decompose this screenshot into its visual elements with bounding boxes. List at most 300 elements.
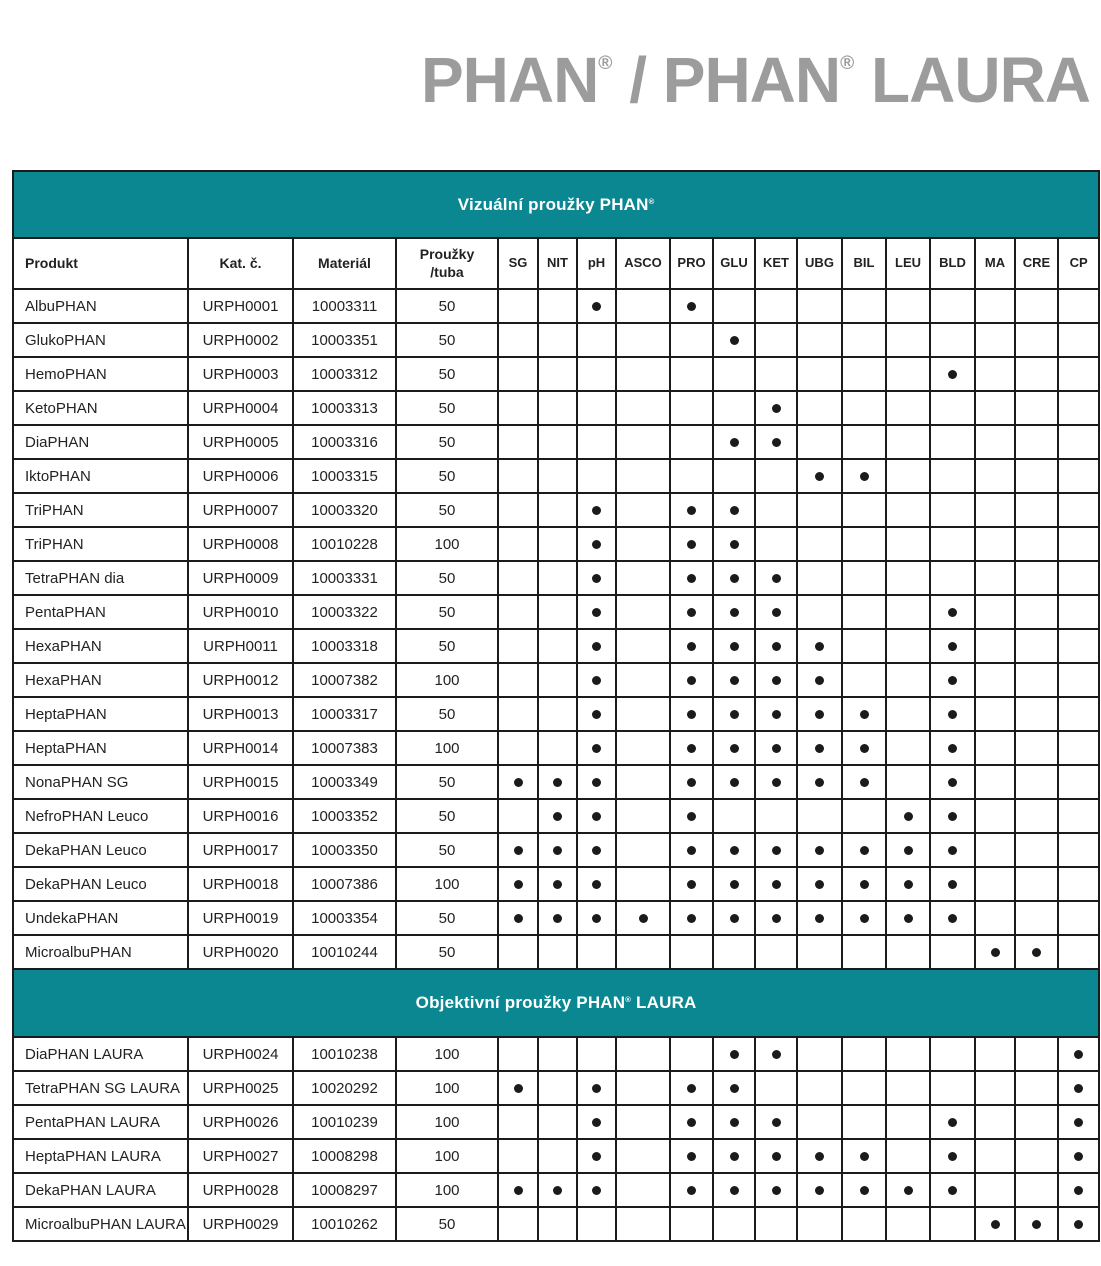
param-cell-glu xyxy=(713,867,755,901)
material-number-cell: 10007386 xyxy=(293,867,396,901)
param-cell-cre xyxy=(1015,1037,1058,1071)
param-cell-cre xyxy=(1015,357,1058,391)
param-cell-cre xyxy=(1015,935,1058,969)
param-cell-asco xyxy=(616,901,670,935)
param-cell-ph xyxy=(577,935,616,969)
param-cell-ket xyxy=(755,833,797,867)
product-name-cell: DiaPHAN LAURA xyxy=(13,1037,188,1071)
param-cell-ma xyxy=(975,561,1015,595)
dot-marker-icon xyxy=(687,574,696,583)
catalog-number-cell: URPH0019 xyxy=(188,901,293,935)
dot-marker-icon xyxy=(514,914,523,923)
table-row xyxy=(13,1207,1099,1241)
param-cell-nit xyxy=(538,323,577,357)
product-name-cell: HeptaPHAN xyxy=(13,697,188,731)
param-cell-ma xyxy=(975,731,1015,765)
param-cell-ubg xyxy=(797,901,842,935)
param-cell-cp xyxy=(1058,901,1099,935)
param-cell-ubg xyxy=(797,731,842,765)
dot-marker-icon xyxy=(772,438,781,447)
table-row xyxy=(13,799,1099,833)
dot-marker-icon xyxy=(592,1084,601,1093)
product-name-cell: IktoPHAN xyxy=(13,459,188,493)
param-cell-pro xyxy=(670,697,713,731)
param-cell-ph xyxy=(577,1037,616,1071)
param-cell-pro xyxy=(670,765,713,799)
param-cell-pro xyxy=(670,493,713,527)
strips-per-tube-cell: 100 xyxy=(396,663,498,697)
material-number-cell: 10003315 xyxy=(293,459,396,493)
dot-marker-icon xyxy=(553,846,562,855)
param-cell-glu xyxy=(713,901,755,935)
product-name-cell: HemoPHAN xyxy=(13,357,188,391)
dot-marker-icon xyxy=(553,1186,562,1195)
param-cell-ph xyxy=(577,1173,616,1207)
strips-per-tube-cell: 50 xyxy=(396,595,498,629)
material-number-cell: 10003317 xyxy=(293,697,396,731)
param-cell-ph xyxy=(577,425,616,459)
table-row xyxy=(13,1037,1099,1071)
param-cell-cre xyxy=(1015,1207,1058,1241)
dot-marker-icon xyxy=(948,744,957,753)
strips-per-tube-cell: 50 xyxy=(396,323,498,357)
material-number-cell: 10003320 xyxy=(293,493,396,527)
column-header-cp: CP xyxy=(1058,238,1099,289)
dot-marker-icon xyxy=(772,744,781,753)
param-cell-ph xyxy=(577,1071,616,1105)
dot-marker-icon xyxy=(772,1118,781,1127)
param-cell-ket xyxy=(755,1173,797,1207)
column-header-nit: NIT xyxy=(538,238,577,289)
param-cell-nit xyxy=(538,493,577,527)
param-cell-asco xyxy=(616,731,670,765)
dot-marker-icon xyxy=(772,1186,781,1195)
param-cell-sg xyxy=(498,425,538,459)
param-cell-cre xyxy=(1015,799,1058,833)
param-cell-bld xyxy=(930,459,975,493)
product-name-cell: PentaPHAN LAURA xyxy=(13,1105,188,1139)
param-cell-glu xyxy=(713,289,755,323)
param-cell-leu xyxy=(886,1071,930,1105)
material-number-cell: 10010239 xyxy=(293,1105,396,1139)
param-cell-ph xyxy=(577,357,616,391)
param-cell-bld xyxy=(930,697,975,731)
dot-marker-icon xyxy=(730,914,739,923)
material-number-cell: 10008297 xyxy=(293,1173,396,1207)
param-cell-asco xyxy=(616,867,670,901)
param-cell-leu xyxy=(886,459,930,493)
dot-marker-icon xyxy=(772,642,781,651)
param-cell-bil xyxy=(842,1037,886,1071)
param-cell-cre xyxy=(1015,867,1058,901)
param-cell-ket xyxy=(755,561,797,595)
strips-per-tube-cell: 100 xyxy=(396,1071,498,1105)
param-cell-nit xyxy=(538,901,577,935)
param-cell-asco xyxy=(616,561,670,595)
param-cell-ph xyxy=(577,1139,616,1173)
catalog-number-cell: URPH0010 xyxy=(188,595,293,629)
param-cell-ubg xyxy=(797,1207,842,1241)
dot-marker-icon xyxy=(592,914,601,923)
param-cell-bil xyxy=(842,561,886,595)
param-cell-ubg xyxy=(797,765,842,799)
param-cell-ket xyxy=(755,595,797,629)
param-cell-leu xyxy=(886,663,930,697)
param-cell-ma xyxy=(975,425,1015,459)
material-number-cell: 10007383 xyxy=(293,731,396,765)
dot-marker-icon xyxy=(772,846,781,855)
column-header-glu: GLU xyxy=(713,238,755,289)
param-cell-nit xyxy=(538,731,577,765)
param-cell-cp xyxy=(1058,425,1099,459)
product-name-cell: NonaPHAN SG xyxy=(13,765,188,799)
param-cell-bil xyxy=(842,935,886,969)
column-header-ph: pH xyxy=(577,238,616,289)
param-cell-ket xyxy=(755,391,797,425)
dot-marker-icon xyxy=(687,1152,696,1161)
dot-marker-icon xyxy=(592,676,601,685)
param-cell-ph xyxy=(577,901,616,935)
dot-marker-icon xyxy=(772,710,781,719)
param-cell-asco xyxy=(616,459,670,493)
table-row xyxy=(13,663,1099,697)
column-header-ubg: UBG xyxy=(797,238,842,289)
param-cell-bil xyxy=(842,1071,886,1105)
param-cell-ket xyxy=(755,1071,797,1105)
material-number-cell: 10003318 xyxy=(293,629,396,663)
table-row xyxy=(13,323,1099,357)
param-cell-sg xyxy=(498,289,538,323)
table-row xyxy=(13,527,1099,561)
material-number-cell: 10003349 xyxy=(293,765,396,799)
param-cell-bil xyxy=(842,867,886,901)
param-cell-pro xyxy=(670,799,713,833)
catalog-number-cell: URPH0018 xyxy=(188,867,293,901)
param-cell-sg xyxy=(498,357,538,391)
dot-marker-icon xyxy=(1074,1152,1083,1161)
brand-name-1: PHAN xyxy=(420,44,599,116)
param-cell-glu xyxy=(713,1139,755,1173)
param-cell-bld xyxy=(930,799,975,833)
catalog-number-cell: URPH0020 xyxy=(188,935,293,969)
strips-per-tube-cell: 100 xyxy=(396,731,498,765)
table-row xyxy=(13,459,1099,493)
catalog-number-cell: URPH0026 xyxy=(188,1105,293,1139)
param-cell-nit xyxy=(538,527,577,561)
param-cell-nit xyxy=(538,799,577,833)
param-cell-cp xyxy=(1058,323,1099,357)
param-cell-nit xyxy=(538,1139,577,1173)
param-cell-asco xyxy=(616,629,670,663)
dot-marker-icon xyxy=(730,1050,739,1059)
param-cell-bld xyxy=(930,425,975,459)
dot-marker-icon xyxy=(730,642,739,651)
param-cell-bld xyxy=(930,493,975,527)
dot-marker-icon xyxy=(730,778,739,787)
table-row xyxy=(13,1105,1099,1139)
param-cell-cp xyxy=(1058,459,1099,493)
param-cell-cre xyxy=(1015,561,1058,595)
param-cell-nit xyxy=(538,935,577,969)
product-name-cell: HeptaPHAN xyxy=(13,731,188,765)
param-cell-bld xyxy=(930,1105,975,1139)
param-cell-pro xyxy=(670,1037,713,1071)
param-cell-pro xyxy=(670,1173,713,1207)
param-cell-ket xyxy=(755,799,797,833)
dot-marker-icon xyxy=(730,1152,739,1161)
param-cell-ket xyxy=(755,867,797,901)
param-cell-ubg xyxy=(797,357,842,391)
param-cell-bil xyxy=(842,1139,886,1173)
catalog-number-cell: URPH0007 xyxy=(188,493,293,527)
dot-marker-icon xyxy=(687,506,696,515)
catalog-number-cell: URPH0001 xyxy=(188,289,293,323)
param-cell-asco xyxy=(616,1207,670,1241)
param-cell-ma xyxy=(975,1105,1015,1139)
param-cell-ket xyxy=(755,663,797,697)
param-cell-ma xyxy=(975,765,1015,799)
column-header-line2: /tuba xyxy=(430,263,464,280)
param-cell-leu xyxy=(886,323,930,357)
section-header-row xyxy=(13,171,1099,238)
dot-marker-icon xyxy=(514,880,523,889)
param-cell-bil xyxy=(842,1207,886,1241)
param-cell-nit xyxy=(538,595,577,629)
param-cell-glu xyxy=(713,1173,755,1207)
dot-marker-icon xyxy=(815,744,824,753)
dot-marker-icon xyxy=(948,880,957,889)
param-cell-bld xyxy=(930,1139,975,1173)
table-row xyxy=(13,1173,1099,1207)
param-cell-cre xyxy=(1015,833,1058,867)
param-cell-cp xyxy=(1058,357,1099,391)
param-cell-cp xyxy=(1058,527,1099,561)
param-cell-leu xyxy=(886,391,930,425)
dot-marker-icon xyxy=(592,812,601,821)
param-cell-nit xyxy=(538,425,577,459)
param-cell-ph xyxy=(577,459,616,493)
param-cell-cre xyxy=(1015,425,1058,459)
param-cell-bil xyxy=(842,527,886,561)
param-cell-nit xyxy=(538,357,577,391)
dot-marker-icon xyxy=(772,608,781,617)
registered-mark-icon: ® xyxy=(625,995,632,1004)
param-cell-bil xyxy=(842,459,886,493)
dot-marker-icon xyxy=(860,1186,869,1195)
dot-marker-icon xyxy=(687,608,696,617)
param-cell-bld xyxy=(930,391,975,425)
catalog-number-cell: URPH0015 xyxy=(188,765,293,799)
dot-marker-icon xyxy=(815,778,824,787)
param-cell-asco xyxy=(616,765,670,799)
param-cell-bil xyxy=(842,425,886,459)
param-cell-glu xyxy=(713,459,755,493)
table-row xyxy=(13,357,1099,391)
param-cell-glu xyxy=(713,357,755,391)
param-cell-ket xyxy=(755,1139,797,1173)
strips-per-tube-cell: 50 xyxy=(396,391,498,425)
param-cell-cre xyxy=(1015,765,1058,799)
param-cell-glu xyxy=(713,493,755,527)
product-name-cell: UndekaPHAN xyxy=(13,901,188,935)
param-cell-cre xyxy=(1015,595,1058,629)
catalog-number-cell: URPH0027 xyxy=(188,1139,293,1173)
dot-marker-icon xyxy=(687,1118,696,1127)
param-cell-cp xyxy=(1058,799,1099,833)
param-cell-cre xyxy=(1015,697,1058,731)
param-cell-leu xyxy=(886,731,930,765)
column-header-ma: MA xyxy=(975,238,1015,289)
param-cell-bil xyxy=(842,323,886,357)
param-cell-ph xyxy=(577,629,616,663)
column-header-produkt: Produkt xyxy=(13,238,188,289)
dot-marker-icon xyxy=(592,608,601,617)
table-row xyxy=(13,867,1099,901)
column-header-kat-: Kat. č. xyxy=(188,238,293,289)
product-name-cell: MicroalbuPHAN xyxy=(13,935,188,969)
product-name-cell: TetraPHAN SG LAURA xyxy=(13,1071,188,1105)
dot-marker-icon xyxy=(815,642,824,651)
param-cell-ma xyxy=(975,595,1015,629)
dot-marker-icon xyxy=(904,914,913,923)
product-table xyxy=(12,170,1100,1242)
param-cell-ma xyxy=(975,867,1015,901)
param-cell-ket xyxy=(755,901,797,935)
strips-per-tube-cell: 50 xyxy=(396,833,498,867)
param-cell-bil xyxy=(842,697,886,731)
product-name-cell: TriPHAN xyxy=(13,527,188,561)
param-cell-bil xyxy=(842,731,886,765)
material-number-cell: 10010262 xyxy=(293,1207,396,1241)
param-cell-ph xyxy=(577,527,616,561)
param-cell-ket xyxy=(755,731,797,765)
param-cell-ma xyxy=(975,289,1015,323)
dot-marker-icon xyxy=(1074,1050,1083,1059)
product-name-cell: HexaPHAN xyxy=(13,663,188,697)
param-cell-bil xyxy=(842,595,886,629)
catalog-number-cell: URPH0025 xyxy=(188,1071,293,1105)
param-cell-cre xyxy=(1015,629,1058,663)
column-header-bil: BIL xyxy=(842,238,886,289)
param-cell-pro xyxy=(670,1105,713,1139)
param-cell-nit xyxy=(538,629,577,663)
column-header-line1: Proužky xyxy=(419,246,475,262)
param-cell-bil xyxy=(842,663,886,697)
param-cell-bld xyxy=(930,289,975,323)
param-cell-ma xyxy=(975,935,1015,969)
dot-marker-icon xyxy=(592,1186,601,1195)
param-cell-bld xyxy=(930,357,975,391)
dot-marker-icon xyxy=(730,438,739,447)
param-cell-ubg xyxy=(797,459,842,493)
column-header-ket: KET xyxy=(755,238,797,289)
param-cell-cre xyxy=(1015,731,1058,765)
strips-per-tube-cell: 50 xyxy=(396,629,498,663)
dot-marker-icon xyxy=(592,1152,601,1161)
registered-mark-icon: ® xyxy=(840,53,855,74)
param-cell-ma xyxy=(975,1071,1015,1105)
param-cell-cre xyxy=(1015,1139,1058,1173)
param-cell-leu xyxy=(886,629,930,663)
param-cell-pro xyxy=(670,1071,713,1105)
column-header-pro: PRO xyxy=(670,238,713,289)
material-number-cell: 10003352 xyxy=(293,799,396,833)
strips-per-tube-cell: 50 xyxy=(396,799,498,833)
param-cell-cre xyxy=(1015,527,1058,561)
column-header-materi-l: Materiál xyxy=(293,238,396,289)
param-cell-leu xyxy=(886,1207,930,1241)
column-header-asco: ASCO xyxy=(616,238,670,289)
dot-marker-icon xyxy=(1074,1118,1083,1127)
param-cell-sg xyxy=(498,629,538,663)
strips-per-tube-cell: 50 xyxy=(396,493,498,527)
param-cell-ph xyxy=(577,323,616,357)
param-cell-bld xyxy=(930,935,975,969)
dot-marker-icon xyxy=(592,880,601,889)
param-cell-ubg xyxy=(797,799,842,833)
dot-marker-icon xyxy=(948,608,957,617)
catalog-number-cell: URPH0028 xyxy=(188,1173,293,1207)
dot-marker-icon xyxy=(815,1152,824,1161)
catalog-number-cell: URPH0013 xyxy=(188,697,293,731)
strips-per-tube-cell: 100 xyxy=(396,1173,498,1207)
param-cell-pro xyxy=(670,1139,713,1173)
param-cell-bld xyxy=(930,765,975,799)
table-row xyxy=(13,595,1099,629)
param-cell-cp xyxy=(1058,731,1099,765)
product-name-cell: DekaPHAN LAURA xyxy=(13,1173,188,1207)
param-cell-leu xyxy=(886,1173,930,1207)
param-cell-sg xyxy=(498,867,538,901)
column-header-sg: SG xyxy=(498,238,538,289)
param-cell-ubg xyxy=(797,425,842,459)
param-cell-ubg xyxy=(797,1071,842,1105)
param-cell-cp xyxy=(1058,629,1099,663)
param-cell-ket xyxy=(755,1105,797,1139)
dot-marker-icon xyxy=(815,676,824,685)
param-cell-cre xyxy=(1015,493,1058,527)
param-cell-leu xyxy=(886,697,930,731)
param-cell-ubg xyxy=(797,867,842,901)
dot-marker-icon xyxy=(772,778,781,787)
param-cell-asco xyxy=(616,289,670,323)
dot-marker-icon xyxy=(514,1084,523,1093)
param-cell-ubg xyxy=(797,1173,842,1207)
param-cell-nit xyxy=(538,1037,577,1071)
material-number-cell: 10003351 xyxy=(293,323,396,357)
param-cell-ubg xyxy=(797,595,842,629)
param-cell-bil xyxy=(842,1173,886,1207)
dot-marker-icon xyxy=(687,540,696,549)
table-row xyxy=(13,391,1099,425)
param-cell-ket xyxy=(755,629,797,663)
param-cell-leu xyxy=(886,867,930,901)
param-cell-sg xyxy=(498,731,538,765)
param-cell-pro xyxy=(670,1207,713,1241)
catalog-number-cell: URPH0016 xyxy=(188,799,293,833)
dot-marker-icon xyxy=(730,880,739,889)
param-cell-bil xyxy=(842,357,886,391)
dot-marker-icon xyxy=(687,778,696,787)
section-title-text: Vizuální proužky PHAN xyxy=(457,194,649,214)
param-cell-pro xyxy=(670,867,713,901)
catalog-number-cell: URPH0017 xyxy=(188,833,293,867)
catalog-number-cell: URPH0012 xyxy=(188,663,293,697)
param-cell-bil xyxy=(842,289,886,323)
catalog-number-cell: URPH0014 xyxy=(188,731,293,765)
dot-marker-icon xyxy=(687,302,696,311)
param-cell-asco xyxy=(616,425,670,459)
